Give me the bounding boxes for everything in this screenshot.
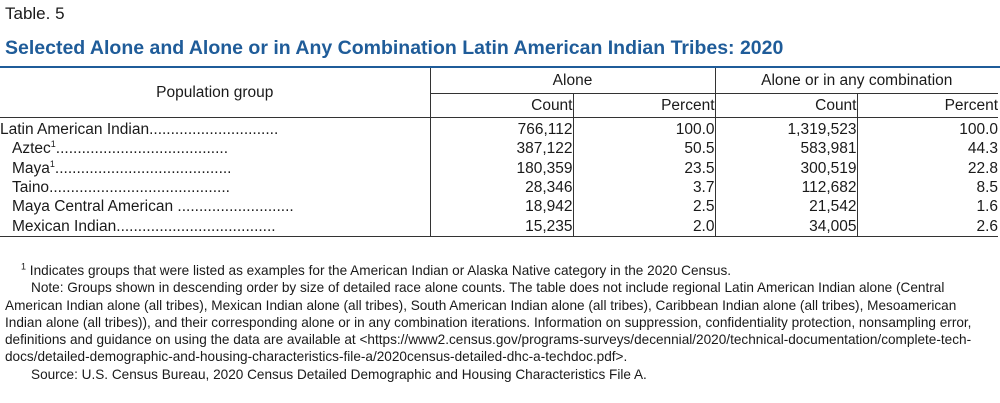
row-name-cell [0,216,430,236]
alone-percent-cell: 2.0 [573,216,715,236]
row-name-cell [0,118,430,140]
combination-percent-cell: 44.3 [967,140,999,158]
combination-count-cell: 21,542 [715,197,857,216]
table-row [0,139,998,158]
alone-count-cell: 180,359 [430,159,573,178]
data-table [0,68,998,237]
alone-percent-cell: 3.7 [573,178,715,197]
alone-count-cell: 15,235 [430,216,573,236]
footnote-mark: 1 [21,261,27,272]
leader-dots: ......................................... [54,159,232,177]
combination-count-cell: 1,319,523 [715,118,857,140]
alone-count-cell: 28,346 [430,178,573,197]
combination-percent-cell: 8.5 [976,179,999,197]
leader-dots: .......................................... [49,179,230,197]
combination-count-cell: 112,682 [715,178,857,197]
table-row [0,216,998,236]
combination-count-cell: 583,981 [715,139,857,158]
table-row [0,159,998,178]
leader-dots: ........................... [177,198,294,216]
alone-percent-cell: 100.0 [573,118,715,140]
combination-count-cell: 300,519 [715,159,857,178]
alone-percent-cell: 23.5 [573,159,715,178]
table-row [0,178,998,197]
row-name: Maya Central American [12,198,174,216]
notes-section [5,262,995,383]
header-alone-count: Count [430,94,573,118]
table-note: Note: Groups shown in descending order by size of detailed race alone counts. The table does not include regional Latin American Indian alone (Central American Indian alone (all tribes), Mexican Indian alone (all tribes), South American Indian alone (all tribes), Caribbean Indian alone (all tribes), Mesoamerican Indian alone (all tribes)), and their corresponding alone or in any combination iterations. Information on suppression, confidentiality protection, nonsampling error, definitions and guidance on using the data are available at <https://www2.census.gov/programs-surveys/decennial/2020/technical-documentation/complete-tech-docs/detailed-demographic-and-housing-characteristics-file-a/2020census-detailed-dhc-a-techdoc.pdf>. [5,280,972,365]
combination-percent-cell: 1.6 [976,198,999,216]
combination-percent-cell: 100.0 [959,121,999,139]
combination-percent-cell: 22.8 [967,159,999,177]
row-name: Maya [12,159,50,177]
alone-percent-cell: 2.5 [573,197,715,216]
row-name-cell [0,139,430,158]
footnote-marker: 1 [49,158,55,169]
leader-dots: ........................................ [55,140,229,158]
table-row [0,197,998,216]
table-row [0,118,998,140]
row-name: Latin American Indian [0,121,150,139]
row-name-cell [0,159,430,178]
combination-count-cell: 34,005 [715,216,857,236]
row-name-cell [0,178,430,197]
footnote-marker: 1 [50,139,56,150]
header-group-combination: Alone or in any combination [715,68,998,94]
combination-percent-cell: 2.6 [857,216,998,236]
alone-percent-cell: 50.5 [573,139,715,158]
header-alone-percent: Percent [573,94,715,118]
header-combination-percent: Percent [857,94,998,118]
alone-count-cell: 766,112 [430,118,573,140]
footnote-text: Indicates groups that were listed as examples for the American Indian or Alaska Native category in the 2020 Census. [29,263,732,278]
alone-count-cell: 387,122 [430,139,573,158]
row-name-cell [0,197,430,216]
leader-dots: ..................................... [116,217,276,235]
table-title: Selected Alone and Alone or in Any Combination Latin American Indian Tribes: 2020 [5,37,784,59]
row-name: Aztec [12,140,51,158]
row-name: Taino [12,179,50,197]
footnote [5,262,995,279]
header-population-group: Population group [0,68,430,118]
header-combination-count: Count [715,94,857,118]
leader-dots: .............................. [149,121,279,139]
row-name: Mexican Indian [12,217,117,235]
table-label: Table. 5 [5,4,65,23]
source-line: Source: U.S. Census Bureau, 2020 Census Detailed Demographic and Housing Characteristics File A. [31,366,647,382]
header-group-alone: Alone [430,68,715,94]
alone-count-cell: 18,942 [430,197,573,216]
